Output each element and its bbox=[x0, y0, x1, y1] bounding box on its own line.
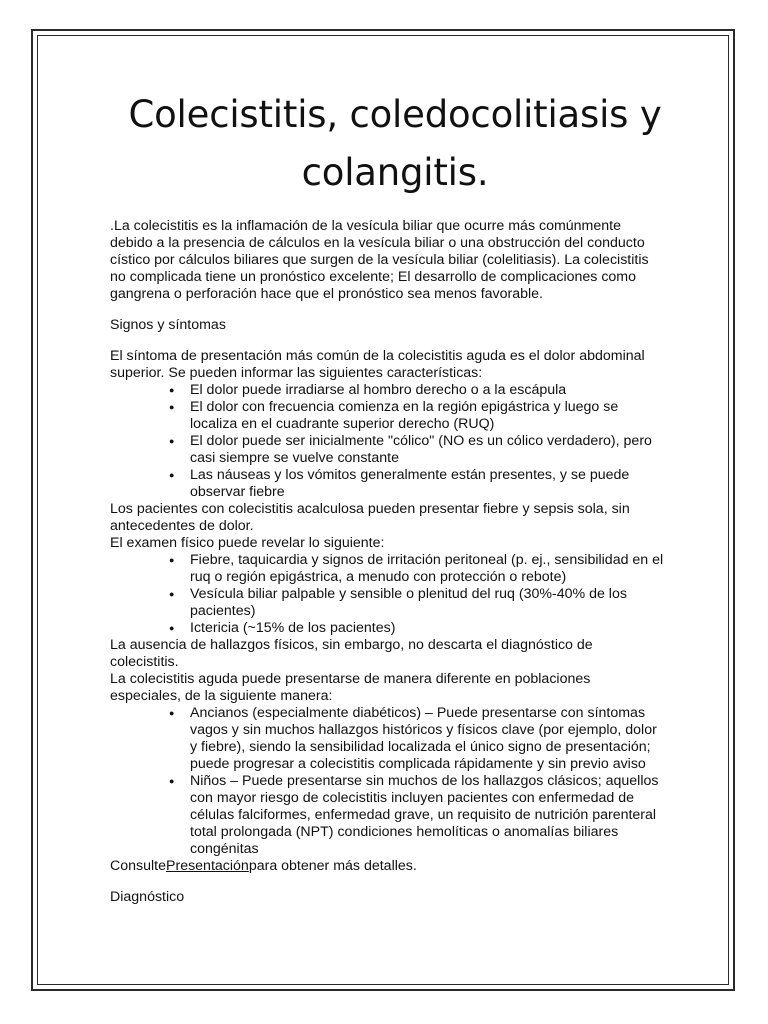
list-item bbox=[169, 399, 665, 433]
document-title: Colecistitis, coledocolitiasis y colangitis. bbox=[128, 93, 662, 194]
exam-list bbox=[110, 552, 665, 637]
special-populations-list bbox=[110, 705, 665, 858]
bullet-icon: ● bbox=[169, 555, 175, 565]
consult-prefix: Consulte bbox=[110, 858, 166, 874]
list-item bbox=[169, 773, 665, 858]
consult-suffix: para obtener más detalles. bbox=[248, 858, 417, 874]
list-item bbox=[169, 433, 665, 467]
list-item bbox=[169, 552, 665, 586]
list-item bbox=[169, 586, 665, 620]
list-item-text: Ictericia (~15% de los pacientes) bbox=[190, 620, 396, 636]
consult-line bbox=[110, 858, 665, 875]
list-item bbox=[169, 620, 665, 637]
bullet-icon: ● bbox=[169, 436, 175, 446]
bullet-icon: ● bbox=[169, 776, 175, 786]
exam-paragraph: El examen físico puede revelar lo siguiente: bbox=[110, 535, 385, 551]
bullet-icon: ● bbox=[169, 708, 175, 718]
intro-paragraph: .La colecistitis es la inflamación de la vesícula biliar que ocurre más comúnmente debido a la presencia de cálculos en la vesícula biliar o una obstrucción del conducto cístico por cálculos biliares que surgen de la vesícula biliar (colelitiasis). La colecistitis no complicada tiene un pronóstico excelente; El desarrollo de complicaciones como gangrena o perforación hace que el pronóstico sea menos favorable. bbox=[110, 218, 649, 302]
list-item-text: Niños – Puede presentarse sin muchos de los hallazgos clásicos; aquellos con mayor riesgo de colecistitis incluyen pacientes con enfermedad de células falciformes, enfermedad grave, un requisito de nutrición parenteral total prolongada (NPT) condiciones hemolíticas o anomalías biliares congénitas bbox=[190, 773, 659, 857]
bullet-icon: ● bbox=[169, 402, 175, 412]
bullet-icon: ● bbox=[169, 589, 175, 599]
list-item bbox=[169, 467, 665, 501]
list-item bbox=[169, 382, 665, 399]
list-item-text: Ancianos (especialmente diabéticos) – Puede presentarse con síntomas vagos y sin muchos hallazgos históricos y físicos clave (por ejemplo, dolor y fiebre), siendo la sensibilidad localizada el único signo de presentación; puede progresar a colecistitis complicada rápidamente y sin previo aviso bbox=[190, 705, 657, 772]
heading-diagnosis: Diagnóstico bbox=[110, 889, 185, 905]
list-item-text: El dolor con frecuencia comienza en la región epigástrica y luego se localiza en el cuadrante superior derecho (RUQ) bbox=[190, 399, 619, 432]
heading-signs-symptoms: Signos y síntomas bbox=[110, 317, 226, 333]
document-content bbox=[110, 86, 665, 906]
special-populations-paragraph: La colecistitis aguda puede presentarse de manera diferente en poblaciones especiales, de la siguiente manera: bbox=[110, 671, 591, 704]
list-item-text: Vesícula biliar palpable y sensible o plenitud del ruq (30%-40% de los pacientes) bbox=[190, 586, 627, 619]
list-item bbox=[169, 705, 665, 773]
absence-paragraph: La ausencia de hallazgos físicos, sin embargo, no descarta el diagnóstico de colecistitis. bbox=[110, 637, 593, 670]
bullet-icon: ● bbox=[169, 623, 175, 633]
symptom-list bbox=[110, 382, 665, 501]
list-item-text: El dolor puede ser inicialmente "cólico" (NO es un cólico verdadero), pero casi siempre se vuelve constante bbox=[190, 433, 652, 466]
list-item-text: Las náuseas y los vómitos generalmente están presentes, y se puede observar fiebre bbox=[190, 467, 630, 500]
presentation-link[interactable]: Presentación bbox=[166, 858, 249, 874]
bullet-icon: ● bbox=[169, 385, 175, 395]
list-item-text: Fiebre, taquicardia y signos de irritación peritoneal (p. ej., sensibilidad en el ruq o región epigástrica, a menudo con protección o rebote) bbox=[190, 552, 664, 585]
bullet-icon: ● bbox=[169, 470, 175, 480]
acalculous-paragraph: Los pacientes con colecistitis acalculosa pueden presentar fiebre y sepsis sola, sin antecedentes de dolor. bbox=[110, 501, 630, 534]
list-item-text: El dolor puede irradiarse al hombro derecho o a la escápula bbox=[190, 382, 567, 398]
symptom-paragraph: El síntoma de presentación más común de la colecistitis aguda es el dolor abdominal superior. Se pueden informar las siguientes características: bbox=[110, 348, 645, 381]
